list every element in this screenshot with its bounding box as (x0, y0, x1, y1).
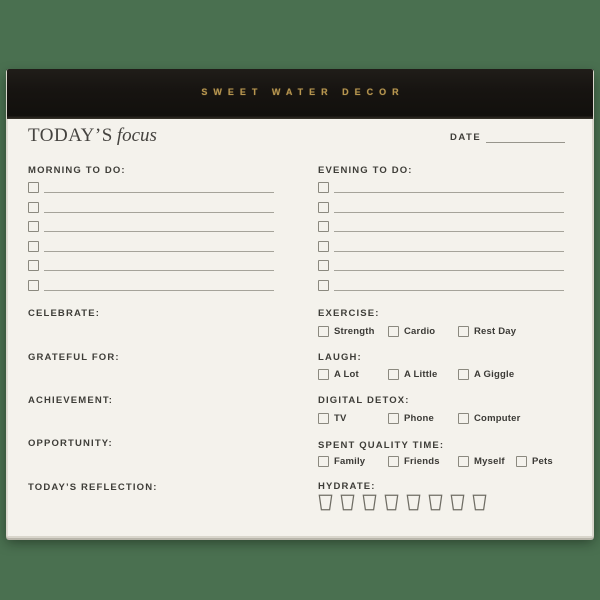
cup-icon[interactable] (362, 494, 377, 511)
todo-row (28, 220, 274, 232)
todo-row (28, 259, 274, 271)
checkbox[interactable] (388, 413, 399, 424)
option-tv: TV (318, 413, 347, 424)
write-line[interactable] (334, 181, 564, 193)
todo-row (28, 201, 274, 213)
todo-row (318, 240, 564, 252)
prompt-grateful: GRATEFUL FOR: (28, 352, 120, 363)
checkbox[interactable] (28, 241, 39, 252)
write-line[interactable] (334, 220, 564, 232)
checkbox[interactable] (318, 413, 329, 424)
checkbox[interactable] (28, 260, 39, 271)
checkbox[interactable] (458, 456, 469, 467)
option-phone: Phone (388, 413, 434, 424)
checkbox[interactable] (28, 202, 39, 213)
todo-row (28, 181, 274, 193)
checkbox[interactable] (458, 326, 469, 337)
checkbox[interactable] (318, 182, 329, 193)
option-friends: Friends (388, 456, 440, 467)
brand-name: SWEET WATER DECOR (201, 87, 405, 97)
prompt-reflection: TODAY’S REFLECTION: (28, 482, 158, 493)
hydrate-label: HYDRATE: (318, 481, 376, 492)
hydrate-cups (318, 494, 487, 511)
date-input-line[interactable] (486, 131, 565, 143)
write-line[interactable] (44, 220, 274, 232)
option-rest-day: Rest Day (458, 326, 516, 337)
date-field (450, 131, 565, 143)
tracker-exercise-label: EXERCISE: (318, 308, 380, 319)
checkbox[interactable] (28, 280, 39, 291)
checkbox[interactable] (318, 369, 329, 380)
checkbox[interactable] (318, 280, 329, 291)
todo-row (28, 279, 274, 291)
write-line[interactable] (334, 201, 564, 213)
checkbox[interactable] (458, 369, 469, 380)
checkbox[interactable] (516, 456, 527, 467)
write-line[interactable] (334, 259, 564, 271)
checkbox[interactable] (318, 241, 329, 252)
brand-band (7, 69, 593, 115)
option-cardio: Cardio (388, 326, 435, 337)
checkbox[interactable] (318, 456, 329, 467)
option-strength: Strength (318, 326, 375, 337)
notepad (7, 69, 593, 536)
option-pets: Pets (516, 456, 553, 467)
checkbox[interactable] (318, 221, 329, 232)
write-line[interactable] (334, 240, 564, 252)
option-a-little: A Little (388, 369, 437, 380)
cup-icon[interactable] (340, 494, 355, 511)
todo-row (318, 259, 564, 271)
evening-todo-label: EVENING TO DO: (318, 165, 413, 176)
checkbox[interactable] (318, 260, 329, 271)
checkbox[interactable] (318, 202, 329, 213)
prompt-opportunity: OPPORTUNITY: (28, 438, 113, 449)
checkbox[interactable] (458, 413, 469, 424)
todo-row (28, 240, 274, 252)
title-caps: TODAY’S (28, 125, 113, 146)
write-line[interactable] (44, 181, 274, 193)
option-a-giggle: A Giggle (458, 369, 514, 380)
title-script: focus (116, 125, 157, 146)
page-title (28, 125, 157, 147)
todo-row (318, 201, 564, 213)
write-line[interactable] (44, 259, 274, 271)
prompt-achievement: ACHIEVEMENT: (28, 395, 114, 406)
cup-icon[interactable] (450, 494, 465, 511)
option-computer: Computer (458, 413, 520, 424)
tracker-digital-detox-options (318, 413, 580, 425)
prompt-celebrate: CELEBRATE: (28, 308, 101, 319)
option-family: Family (318, 456, 365, 467)
cup-icon[interactable] (428, 494, 443, 511)
tracker-digital-detox-label: DIGITAL DETOX: (318, 395, 410, 406)
write-line[interactable] (44, 240, 274, 252)
checkbox[interactable] (388, 456, 399, 467)
checkbox[interactable] (388, 326, 399, 337)
todo-row (318, 279, 564, 291)
option-a-lot: A Lot (318, 369, 359, 380)
option-myself: Myself (458, 456, 505, 467)
write-line[interactable] (44, 279, 274, 291)
cup-icon[interactable] (384, 494, 399, 511)
write-line[interactable] (44, 201, 274, 213)
cup-icon[interactable] (472, 494, 487, 511)
morning-todo-label: MORNING TO DO: (28, 165, 126, 176)
date-label: DATE (450, 132, 482, 143)
tracker-exercise-options (318, 326, 580, 338)
tracker-laugh-options (318, 369, 580, 381)
tracker-laugh-label: LAUGH: (318, 352, 362, 363)
checkbox[interactable] (28, 221, 39, 232)
cup-icon[interactable] (406, 494, 421, 511)
checkbox[interactable] (388, 369, 399, 380)
tracker-quality-time-options (318, 456, 580, 468)
checkbox[interactable] (318, 326, 329, 337)
cup-icon[interactable] (318, 494, 333, 511)
todo-row (318, 220, 564, 232)
tracker-quality-time-label: SPENT QUALITY TIME: (318, 440, 445, 451)
write-line[interactable] (334, 279, 564, 291)
checkbox[interactable] (28, 182, 39, 193)
todo-row (318, 181, 564, 193)
